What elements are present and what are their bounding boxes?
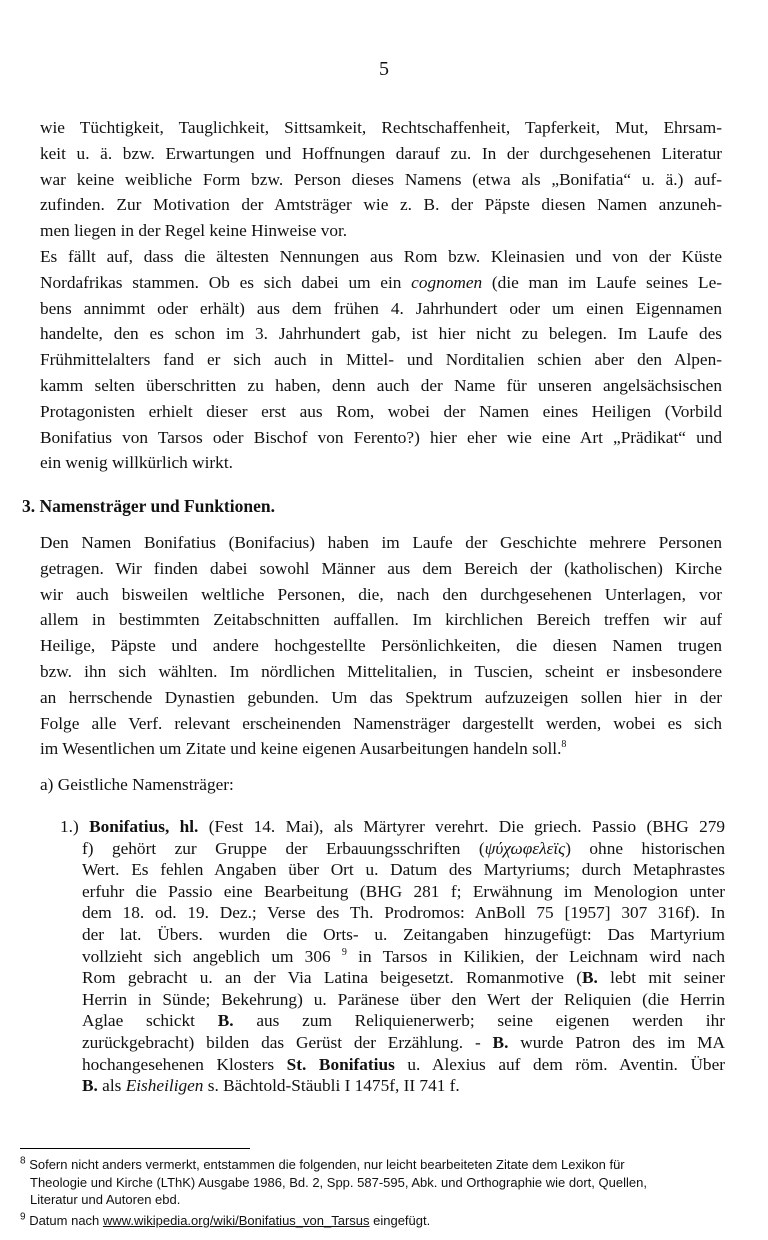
text-line	[60, 1054, 725, 1076]
text-line	[60, 816, 725, 838]
italic-term: cognomen	[411, 272, 483, 292]
text-fragment: zurückgebracht) bilden das Gerüst der Erzählung. -	[82, 1032, 493, 1052]
wikipedia-link[interactable]: www.wikipedia.org/wiki/Bonifatius_von_Tarsus	[102, 1213, 370, 1228]
bold-term: B.	[82, 1076, 98, 1096]
bold-term: B.	[492, 1032, 509, 1052]
text-line: wie Tüchtigkeit, Tauglichkeit, Sittsamkeit, Rechtschaffenheit, Tapferkeit, Mut, Ehrsam-	[40, 118, 722, 137]
footnote-divider	[20, 1148, 250, 1149]
text-fragment: eingefügt.	[369, 1213, 431, 1228]
footnote-marker: 9	[20, 1211, 26, 1223]
text-line: handelte, den es schon im 3. Jahrhundert gab, ist hier nicht zu belegen. Im Laufe des	[40, 324, 722, 344]
text-line	[60, 946, 725, 968]
text-fragment: aus zum Reliquienerwerb; seine eigenen werden ihr	[233, 1011, 725, 1031]
text-fragment: (die man im Laufe seines Le-	[482, 272, 723, 292]
footnote-line	[20, 1156, 720, 1174]
text-line	[60, 838, 725, 860]
text-line: der lat. Übers. wurden die Orts- u. Zeitangaben hinzugefügt: Das Martyrium	[82, 924, 725, 944]
text-line: Wert. Es fehlen Angaben über Ort u. Datum des Martyriums; durch Metaphrastes	[82, 860, 725, 880]
text-line: Protagonisten erhielt dieser erst aus Rom, wobei der Namen eines Heiligen (Vorbild	[40, 401, 722, 421]
text-fragment: s. Bächtold-Stäubli I 1475f, II 741 f.	[203, 1076, 460, 1096]
text-fragment: lebt mit seiner	[597, 968, 725, 988]
text-line: allem in bestimmten Zeitabschnitten auffallen. Im kirchlichen Bereich treffen wir auf	[40, 610, 722, 630]
footnote-9	[20, 1212, 720, 1230]
text-line: bzw. ihn sich wählten. Im nördlichen Mittelitalien, in Tuscien, scheint er insbesondere	[40, 661, 722, 681]
text-fragment: wurde Patron des im MA	[508, 1032, 725, 1052]
text-fragment: im Wesentlichen um Zitate und keine eigenen Ausarbeitungen handeln soll.	[40, 739, 562, 759]
text-line	[60, 1075, 725, 1097]
footnote-8	[20, 1156, 720, 1209]
text-line: ein wenig willkürlich wirkt.	[40, 453, 233, 473]
list-item-1	[60, 816, 725, 1097]
text-line: Herrin in Sünde; Bekehrung) u. Paränese über den Wert der Reliquien (die Herrin	[82, 989, 725, 1009]
text-fragment: Datum nach	[29, 1213, 103, 1228]
text-fragment: hochangesehenen Klosters	[82, 1054, 287, 1074]
text-line	[40, 270, 722, 296]
text-line: war keine weibliche Form bzw. Person dieses Namens (etwa als „Bonifatia“ u. ä.) auf-	[40, 169, 722, 189]
text-line: getragen. Wir finden dabei sowohl Männer aus dem Bereich der (katholischen) Kirche	[40, 558, 722, 578]
text-fragment: (Fest 14. Mai), als Märtyrer verehrt. Die griech. Passio (BHG 279	[198, 817, 725, 836]
text-line: Den Namen Bonifatius (Bonifacius) haben im Laufe der Geschichte mehrere Personen	[40, 533, 722, 552]
text-fragment: in Tarsos in Kilikien, der Leichnam wird nach	[346, 946, 725, 966]
text-line: Bonifatius von Tarsos oder Bischof von Ferento?) hier eher wie eine Art „Prädikat“ und	[40, 427, 722, 447]
text-line	[60, 1010, 725, 1032]
text-line: bens annimmt oder erhält) aus dem frühen 4. Jahrhundert oder um einen Eigennamen	[40, 298, 722, 318]
text-line: men liegen in der Regel keine Hinweise vor.	[40, 221, 348, 241]
text-fragment: vollzieht sich angeblich um 306	[82, 946, 342, 966]
text-fragment: Nordafrikas stammen. Ob es sich dabei um ein	[40, 272, 412, 292]
greek-term: ψύχωφελεϊς	[484, 838, 566, 858]
text-line	[60, 1032, 725, 1054]
text-line: wir auch bisweilen weltliche Personen, die, nach den durchgesehenen Unterlagen, vor	[40, 584, 722, 604]
footnote-line	[20, 1212, 720, 1230]
text-line: Frühmittelalters fand er sich auch in Mittel- und Norditalien schien aber den Alpen-	[40, 350, 722, 370]
page-number: 5	[379, 58, 389, 80]
paragraph-2	[40, 244, 722, 476]
section-heading: 3. Namensträger und Funktionen.	[22, 496, 275, 516]
text-line: erfuhr die Passio eine Bearbeitung (BHG 281 f; Erwähnung im Menologion unter	[82, 881, 725, 901]
text-line: zufinden. Zur Motivation der Amtsträger wie z. B. der Päpste diesen Namen anzuneh-	[40, 195, 722, 215]
text-fragment: ) ohne historischen	[565, 838, 725, 858]
bold-term: B.	[217, 1011, 234, 1031]
text-fragment: Rom gebracht u. an der Via Latina beigesetzt. Romanmotive (	[82, 968, 582, 988]
text-line: keit u. ä. bzw. Erwartungen und Hoffnungen darauf zu. In der durchgesehenen Literatur	[40, 143, 722, 163]
item-number: 1.)	[60, 817, 79, 836]
paragraph-3	[40, 530, 722, 762]
text-line: Heilige, Päpste und andere hochgestellte Persönlichkeiten, die diesen Namen trugen	[40, 636, 722, 656]
footnote-marker: 8	[20, 1155, 26, 1167]
text-fragment: als	[97, 1076, 126, 1096]
footnote-ref-8[interactable]: 8	[561, 739, 567, 751]
text-line: Es fällt auf, dass die ältesten Nennungen aus Rom bzw. Kleinasien und von der Küste	[40, 247, 722, 266]
subheading: a) Geistliche Namensträger:	[40, 775, 234, 794]
paragraph-1	[40, 115, 722, 244]
text-fragment: Aglae schickt	[82, 1011, 218, 1031]
text-line: an herrschende Dynastien gebunden. Um das Spektrum aufzuzeigen sollen hier in der	[40, 687, 722, 707]
footnote-line: Literatur und Autoren ebd.	[30, 1192, 181, 1207]
italic-term: Eisheiligen	[125, 1076, 204, 1096]
text-line: dem 18. od. 19. Dez.; Verse des Th. Prodromos: AnBoll 75 [1957] 307 316f). In	[82, 903, 725, 923]
bold-term: B.	[582, 968, 598, 988]
text-line	[40, 736, 722, 762]
footnote-ref-9[interactable]: 9	[341, 946, 347, 958]
text-fragment: f) gehört zur Gruppe der Erbauungsschriften (	[82, 838, 485, 858]
footnote-line: Theologie und Kirche (LThK) Ausgabe 1986, Bd. 2, Spp. 587-595, Abk. und Orthographie wie dort, Quellen,	[30, 1174, 647, 1190]
text-line: kamm selten überschritten zu haben, denn auch der Name für unseren angelsächsischen	[40, 375, 722, 395]
text-line: Folge alle Verf. relevant erscheinenden Namensträger dargestellt werden, wobei es sich	[40, 713, 722, 733]
text-fragment: u. Alexius auf dem röm. Aventin. Über	[394, 1054, 725, 1074]
text-fragment: Sofern nicht anders vermerkt, entstammen die folgenden, nur leicht bearbeiteten Zitate dem Lexikon für	[29, 1157, 625, 1172]
item-name: Bonifatius, hl.	[89, 817, 199, 836]
text-line	[60, 967, 725, 989]
bold-term: St. Bonifatius	[286, 1054, 395, 1074]
